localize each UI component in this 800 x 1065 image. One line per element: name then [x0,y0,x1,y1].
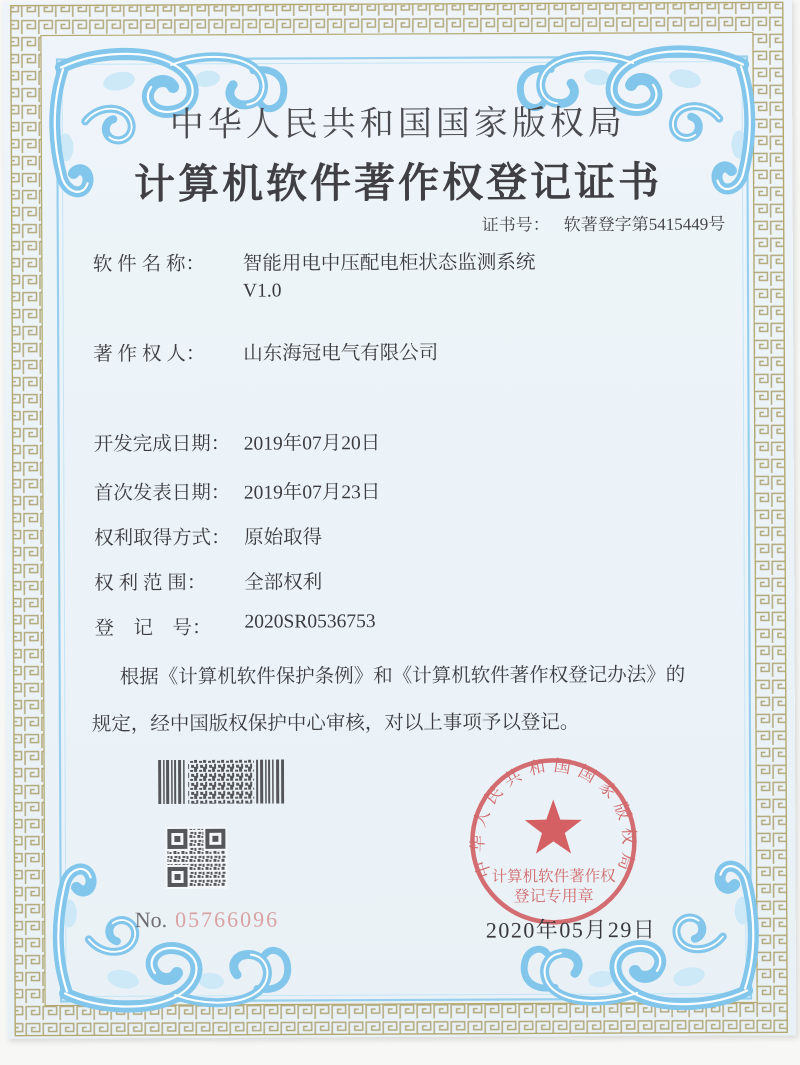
certificate-title: 计算机软件著作权登记证书 [133,158,663,208]
five-pointed-star-icon [525,799,582,854]
field-value: V1.0 [242,280,282,302]
seal-ring-text: 中华人民共和国国家版权局 [468,755,639,881]
certificate-number [482,210,726,236]
field-value: 智能用电中压配电柜状态监测系统 [242,252,536,275]
official-seal [467,755,640,928]
field-label: 软 件 名 称： [92,253,206,276]
issuer-title: 中华人民共和国国家版权局 [169,105,626,144]
field-label: 权 利 范 围： [94,572,207,595]
field-label: 开发完成日期： [93,433,231,456]
field-row-rights-acquisition-method [5,519,794,552]
qr-code-icon [165,827,227,889]
field-row-first-publication-date [5,474,794,507]
barcode-icon [158,760,284,805]
field-value: 全部权利 [244,572,323,594]
field-label: 首次发表日期： [93,482,231,505]
registration-statement-line1: 根据《计算机软件保护条例》和《计算机软件著作权登记办法》的 [119,664,686,689]
field-row-copyright-owner [4,335,793,368]
field-value: 2019年07月20日 [243,433,381,455]
field-row-development-completed-date [5,425,794,458]
issue-date: 2020年05月29日 [485,916,657,943]
field-row-software-name [4,245,793,278]
field-label: 权利取得方式： [94,527,231,550]
certificate-number-label: 证书号： [481,215,550,235]
certificate-document [3,0,797,1039]
serial-number-label: No. [134,907,168,933]
field-value: 2020SR0536753 [244,611,376,633]
field-value: 2019年07月23日 [243,482,381,504]
seal-line1: 计算机软件著作权 [491,868,616,886]
serial-number-value: 05766096 [175,906,280,932]
field-row-software-version [4,278,793,311]
field-value: 原始取得 [244,527,323,549]
serial-number [135,907,280,934]
seal-line2: 登记专用章 [513,888,594,906]
registration-statement-line2: 规定，经中国版权保护中心审核，对以上事项予以登记。 [91,712,580,736]
field-row-rights-scope [5,564,794,597]
field-row-registration-number [5,609,794,642]
field-label: 登 记 号： [94,617,212,640]
certificate-number-value: 软著登字第5415449号 [563,214,726,235]
field-value: 山东海冠电气有限公司 [243,342,439,365]
field-label: 著 作 权 人： [93,343,206,366]
